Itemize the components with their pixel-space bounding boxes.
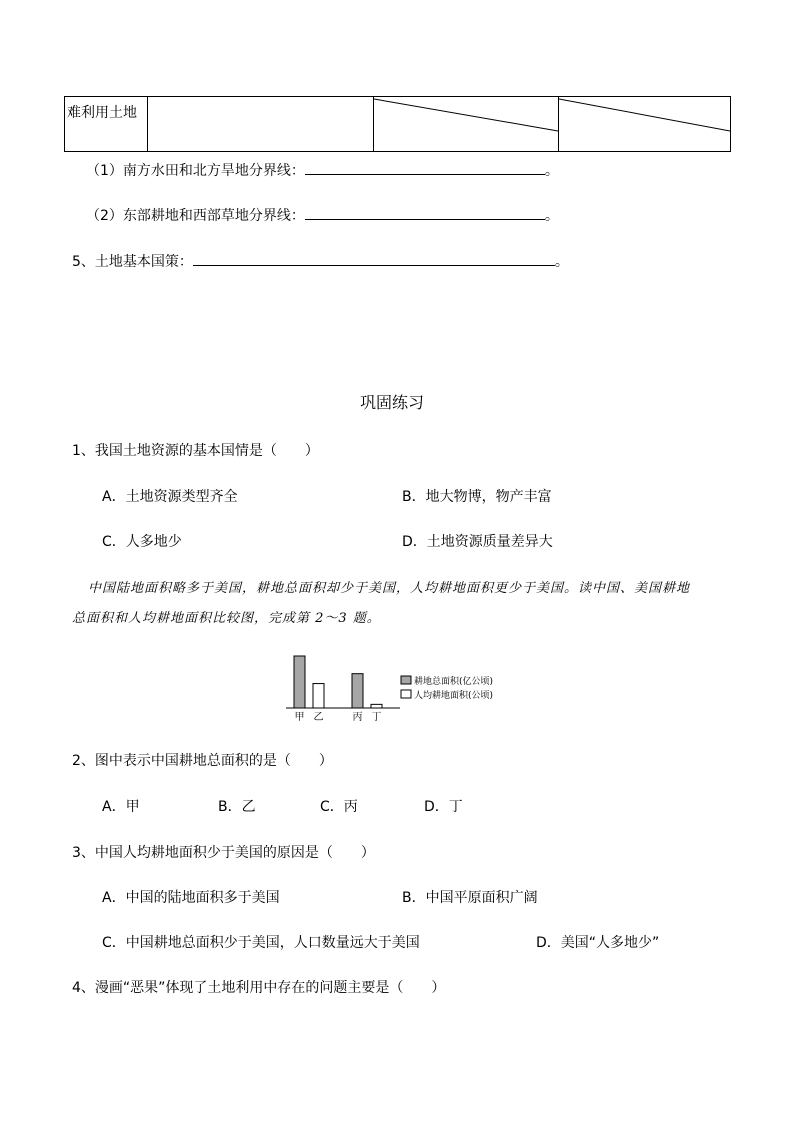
q1-option-d[interactable]: D．土地资源质量差异大: [402, 534, 553, 550]
question-1-stem: 1、我国土地资源的基本国情是（ ）: [72, 443, 319, 459]
fill-item-end: 。: [544, 208, 559, 224]
row-label: 难利用土地: [67, 105, 137, 121]
bar-丁: [371, 704, 382, 708]
bar-chart: [280, 650, 520, 725]
passage-line-2: 总面积和人均耕地面积比较图，完成第 2～3 题。: [72, 611, 381, 626]
section-title: 巩固练习: [360, 393, 425, 412]
question-4-stem: 4、漫画“恶果”体现了土地利用中存在的问题主要是（ ）: [72, 980, 446, 996]
q3-option-c[interactable]: C．中国耕地总面积少于美国，人口数量远大于美国: [102, 935, 420, 951]
land-table: [64, 96, 731, 152]
x-tick-label: 乙: [313, 712, 324, 723]
passage-line-1: 中国陆地面积略多于美国，耕地总面积却少于美国，人均耕地面积更少于美国。读中国、美国耕地: [88, 581, 691, 596]
fill-item-1: [86, 160, 559, 180]
q3-option-b[interactable]: B．中国平原面积广阔: [402, 890, 538, 906]
q2-option-b[interactable]: B．乙: [218, 799, 256, 815]
q2-option-d[interactable]: D．丁: [424, 799, 463, 815]
q2-option-c[interactable]: C．丙: [320, 799, 358, 815]
answer-blank[interactable]: [193, 251, 555, 266]
answer-blank[interactable]: [305, 205, 545, 220]
x-tick-label: 丁: [371, 712, 382, 723]
table-row: [65, 97, 731, 152]
fill-item-text: （2）东部耕地和西部草地分界线：: [86, 208, 305, 224]
legend-label: 人均耕地面积(公顷): [414, 691, 494, 701]
legend-swatch: [401, 690, 411, 698]
bar-甲: [294, 656, 305, 708]
x-tick-label: 甲: [294, 712, 305, 723]
bar-乙: [313, 684, 324, 708]
legend-swatch: [401, 676, 411, 684]
table-cell-diagonal: [374, 97, 559, 152]
x-tick-label: 丙: [352, 712, 363, 723]
fill-item-end: 。: [544, 163, 559, 179]
table-cell-diagonal: [559, 97, 731, 152]
question-2-stem: 2、图中表示中国耕地总面积的是（ ）: [72, 753, 333, 769]
question-3-stem: 3、中国人均耕地面积少于美国的原因是（ ）: [72, 845, 375, 861]
fill-item-2: [86, 205, 559, 225]
table-cell-label: [65, 97, 148, 152]
q1-option-c[interactable]: C．人多地少: [102, 534, 182, 550]
diagonal-line: [374, 97, 558, 151]
legend-label: 耕地总面积(亿公顷): [414, 677, 494, 687]
q3-option-d[interactable]: D．美国“人多地少”: [536, 935, 660, 951]
fill-item-end: 。: [554, 254, 569, 270]
fill-item-text: （1）南方水田和北方旱地分界线：: [86, 163, 305, 179]
q2-option-a[interactable]: A．甲: [102, 799, 140, 815]
table-cell-empty: [148, 97, 374, 152]
bar-丙: [352, 674, 363, 708]
diagonal-line: [559, 97, 730, 151]
q3-option-a[interactable]: A．中国的陆地面积多于美国: [102, 890, 280, 906]
fill-item-5: [72, 251, 569, 271]
answer-blank[interactable]: [305, 160, 545, 175]
fill-item-text: 5、土地基本国策：: [72, 254, 193, 270]
q1-option-b[interactable]: B．地大物博，物产丰富: [402, 489, 552, 505]
q1-option-a[interactable]: A．土地资源类型齐全: [102, 489, 238, 505]
